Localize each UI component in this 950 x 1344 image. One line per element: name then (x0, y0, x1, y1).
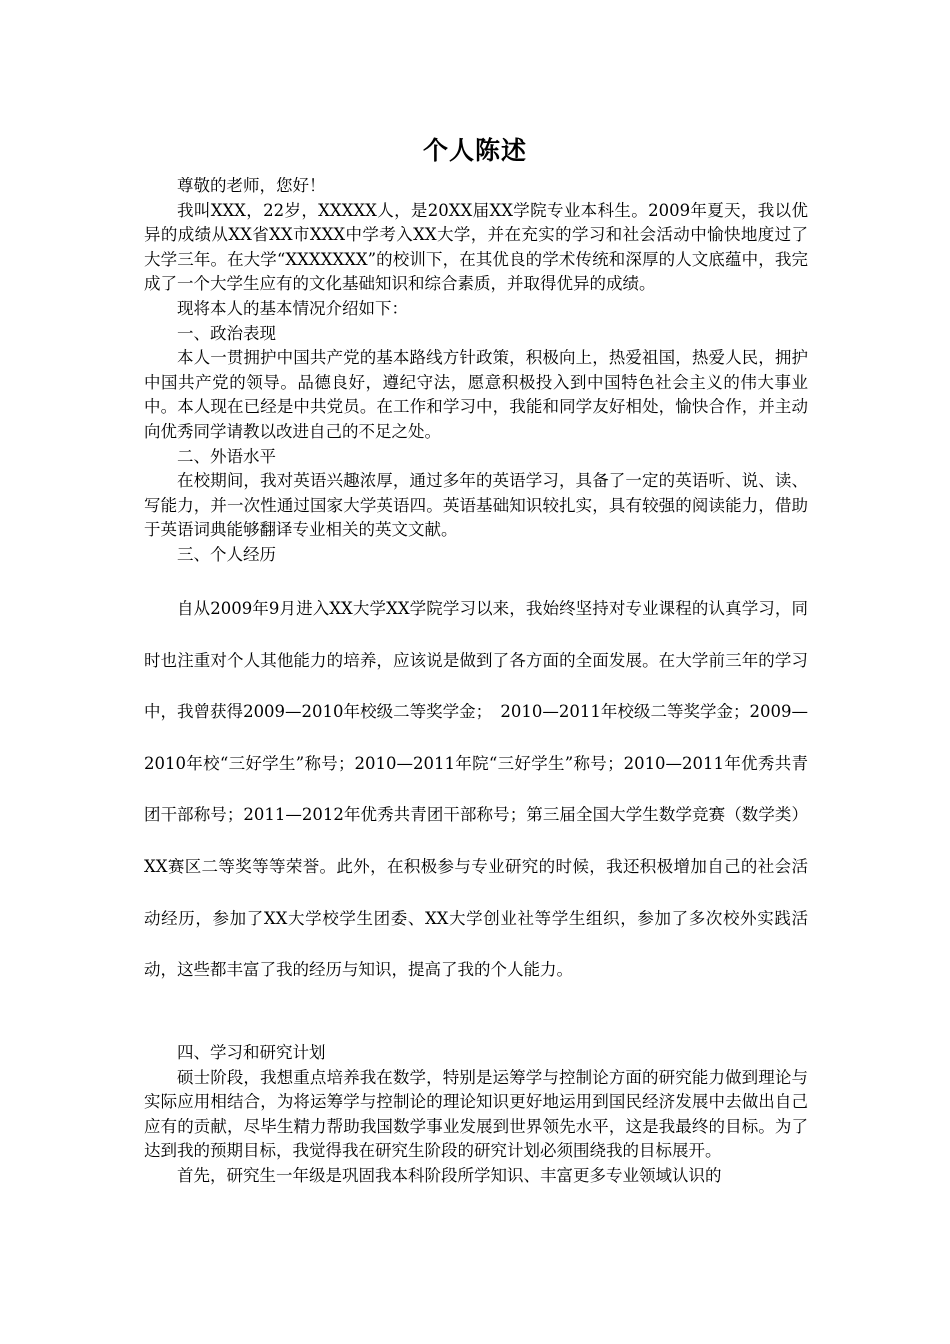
politics-paragraph: 本人一贯拥护中国共产党的基本路线方针政策，积极向上，热爱祖国，热爱人民，拥护中国共产党的领导。品德良好，遵纪守法，愿意积极投入到中国特色社会主义的伟大事业中。本人现在已经是中共党员。在工作和学习中，我能和同学友好相处，愉快合作，并主动向优秀同学请教以改进自己的不足之处。 (144, 348, 808, 441)
section-heading-plan: 四、学习和研究计划 (177, 1043, 326, 1062)
intro-paragraph: 我叫XXX，22岁，XXXXX人，是20XX届XX学院专业本科生。2009年夏天，我以优异的成绩从XX省XX市XXX中学考入XX大学，并在充实的学习和社会活动中愉快地度过了大学三年。在大学“XXXXXXX”的校训下，在其优良的学术传统和深厚的人文底蕴中，我完成了一个大学生应有的文化基础知识和综合素质，并取得优异的成绩。 (144, 200, 808, 294)
greeting: 尊敬的老师，您好！ (177, 176, 326, 195)
section-heading-english: 二、外语水平 (177, 446, 276, 466)
section-heading-politics: 一、政治表现 (177, 323, 276, 343)
plan-next-paragraph: 首先，研究生一年级是巩固我本科阶段所学知识、丰富更多专业领域认识的 (177, 1165, 722, 1185)
overview-line: 现将本人的基本情况介绍如下： (177, 298, 408, 318)
text-block-lower (144, 1041, 808, 1189)
plan-paragraph: 硕士阶段，我想重点培养我在数学，特别是运筹学与控制论方面的研究能力做到理论与实际应用相结合，为将运筹学与控制论的理论知识更好地运用到国民经济发展中去做出自己应有的贡献，尽毕生精力帮助我国数学事业发展到世界领先水平，这是我最终的目标。为了达到我的预期目标，我觉得我在研究生阶段的研究计划必须围绕我的目标展开。 (144, 1067, 808, 1161)
text-block-upper (144, 174, 808, 568)
english-paragraph: 在校期间，我对英语兴趣浓厚，通过多年的英语学习，具备了一定的英语听、说、读、写能力，并一次性通过国家大学英语四。英语基础知识较扎实，具有较强的阅读能力，借助于英语词典能够翻译专业相关的英文文献。 (144, 471, 808, 540)
page-title: 个人陈述 (422, 136, 527, 165)
section-heading-experience: 三、个人经历 (177, 544, 276, 564)
text-block-experience (144, 583, 808, 996)
experience-paragraph: 自从2009年9月进入XX大学XX学院学习以来，我始终坚持对专业课程的认真学习，同时也注重对个人其他能力的培养，应该说是做到了各方面的全面发展。在大学前三年的学习中，我曾获得2009—2010年校级二等奖学金； 2010—2011年校级二等奖学金；2009—2010年校“三好学生”称号；2010—2011年院“三好学生”称号；2010—2011年优秀共青团干部称号；2011—2012年优秀共青团干部称号；第三届全国大学生数学竞赛（数学类）XX赛区二等奖等等荣誉。此外，在积极参与专业研究的时候，我还积极增加自己的社会活动经历，参加了XX大学校学生团委、XX大学创业社等学生组织，参加了多次校外实践活动，这些都丰富了我的经历与知识，提高了我的个人能力。 (144, 599, 808, 980)
